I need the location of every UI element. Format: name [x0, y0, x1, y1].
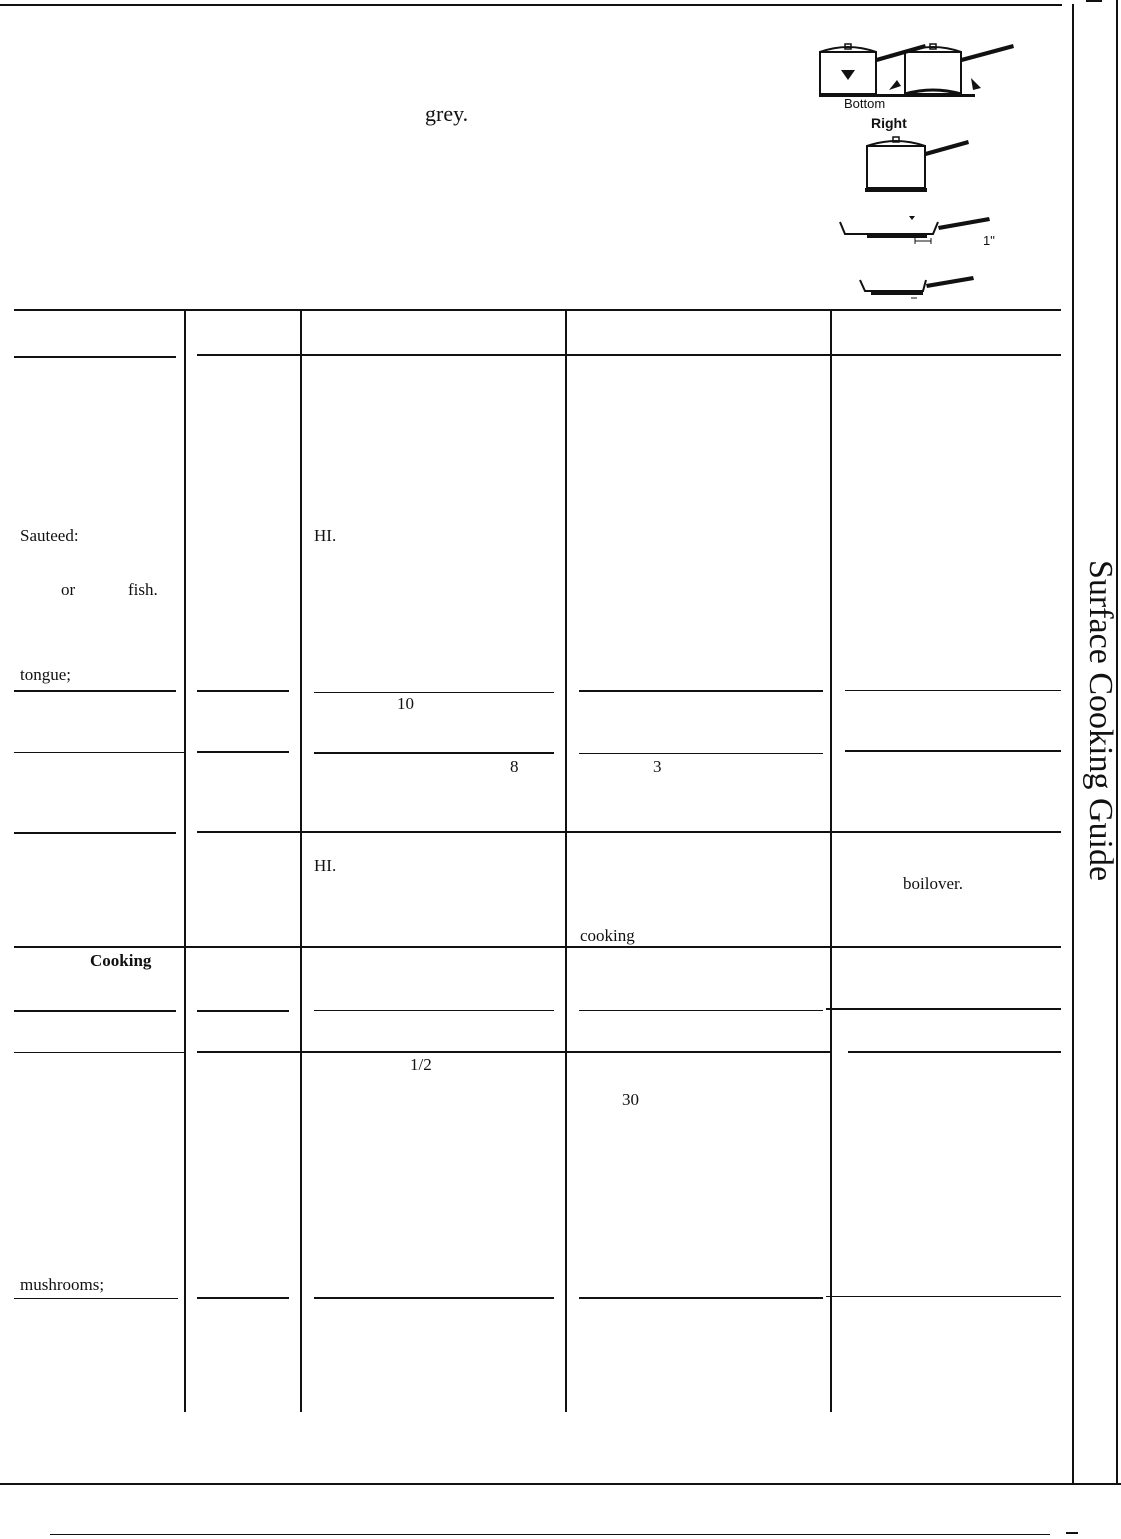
r1-food-or: or — [61, 580, 76, 599]
small-skillet-icon — [860, 276, 974, 298]
pan-illustrations — [805, 36, 1025, 308]
r1-food-fish: fish. — [128, 580, 158, 599]
row6-rule-c5 — [848, 1051, 1061, 1053]
row5-rule-c1 — [14, 1010, 176, 1012]
skillet-overhang-icon — [840, 216, 990, 244]
top-border — [0, 4, 1062, 6]
r2-setting-10: 10 — [397, 694, 414, 713]
r7-setting-half: 1/2 — [410, 1055, 432, 1074]
row1-rule-c3 — [314, 692, 554, 693]
row2-rule-c5 — [845, 750, 1061, 752]
row3-rule-c2-5 — [197, 831, 1061, 833]
row2-rule-c1 — [14, 752, 184, 753]
row4-rule-full — [14, 946, 1061, 948]
col-divider-3 — [565, 310, 567, 1412]
intro-grey-word: grey. — [425, 101, 469, 126]
right-border-top-tick — [1086, 0, 1102, 2]
r1-setting-hi: HI. — [314, 526, 337, 545]
col-divider-4 — [830, 310, 832, 1412]
row7-rule-c5 — [826, 1296, 1061, 1297]
inch-label: 1" — [983, 233, 995, 248]
row7-rule-c1 — [14, 1298, 178, 1299]
footer-rule — [50, 1534, 1050, 1535]
r3-time-3: 3 — [653, 757, 662, 776]
r7-time-30: 30 — [622, 1090, 639, 1109]
row1-rule-c1 — [14, 690, 176, 692]
r4-notes-boilover: boilover. — [903, 874, 963, 893]
correct-pan-icon — [865, 137, 969, 192]
bottom-label: Bottom — [844, 96, 886, 111]
row1-rule-c2 — [197, 690, 289, 692]
row2-rule-c3 — [314, 752, 554, 754]
row7-rule-c3 — [314, 1297, 554, 1299]
header-rule-c1 — [14, 356, 176, 358]
row1-rule-c5 — [845, 690, 1061, 691]
r1-food-tongue: tongue; — [20, 665, 71, 684]
row7-rule-c4 — [579, 1297, 823, 1299]
row1-rule-c4 — [579, 690, 823, 692]
row5-rule-c3 — [314, 1010, 554, 1011]
right-border — [1072, 4, 1074, 1484]
col-divider-1 — [184, 310, 186, 1412]
bottom-border — [0, 1483, 1121, 1485]
r4-setting-hi: HI. — [314, 856, 337, 875]
table-top-rule — [14, 309, 1061, 311]
row6-rule-c2-4 — [197, 1051, 830, 1053]
footer-tick — [1066, 1532, 1078, 1534]
row7-rule-c2 — [197, 1297, 289, 1299]
side-title: Surface Cooking Guide — [1082, 560, 1119, 882]
row5-rule-c5 — [826, 1008, 1061, 1010]
col-divider-2 — [300, 310, 302, 1412]
row6-rule-c1 — [14, 1052, 184, 1053]
r3-setting-8: 8 — [510, 757, 519, 776]
r1-food-sauteed: Sauteed: — [20, 526, 79, 545]
bowed-pan-icon — [865, 44, 1014, 97]
header-rule-c2-5 — [197, 354, 1061, 356]
r5-food-cooking: Cooking — [90, 951, 152, 970]
row3-rule-c1 — [14, 832, 176, 834]
right-label: Right — [871, 115, 907, 131]
r7-food-mushrooms: mushrooms; — [20, 1275, 105, 1294]
row2-rule-c2 — [197, 751, 289, 753]
r4-time-cooking: cooking — [580, 926, 635, 945]
row5-rule-c2 — [197, 1010, 289, 1012]
row5-rule-c4 — [579, 1010, 823, 1011]
row2-rule-c4 — [579, 753, 823, 754]
